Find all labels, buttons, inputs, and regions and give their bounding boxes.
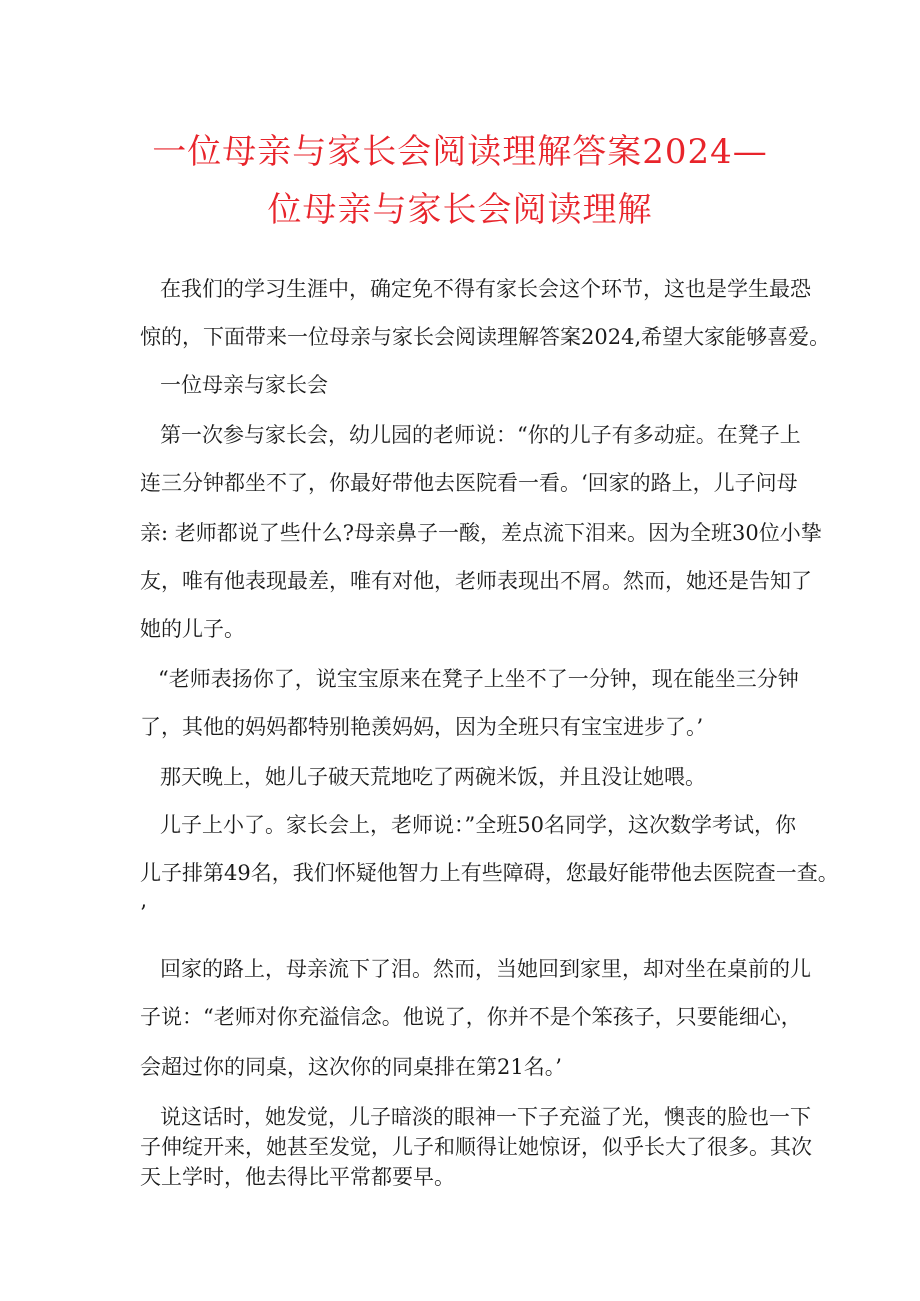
text-line: 她的儿子。 — [140, 617, 245, 641]
text-line: “老师表扬你了，说宝宝原来在凳子上坐不了一分钟，现在能坐三分钟 — [158, 667, 799, 691]
text-line: 第一次参与家长会，幼儿园的老师说：“你的儿子有多动症。在凳子上 — [160, 423, 801, 447]
text-line: ’ — [140, 901, 147, 925]
document-title-line-2: 位母亲与家长会阅读理解 — [267, 190, 653, 230]
text-line: 说这话时，她发觉，儿子暗淡的眼神一下子充溢了光，懊丧的脸也一下 — [160, 1105, 811, 1129]
text-line: 了，其他的妈妈都特别艳羡妈妈，因为全班只有宝宝进步了。’ — [140, 715, 704, 739]
section-heading: 一位母亲与家长会 — [160, 373, 328, 397]
text-line: 儿子排第49名，我们怀疑他智力上有些障碍，您最好能带他去医院查一查。 — [140, 861, 839, 885]
text-line: 连三分钟都坐不了，你最好带他去医院看一看。‘回家的路上，儿子问母 — [140, 471, 798, 495]
text-line: 惊的，下面带来一位母亲与家长会阅读理解答案2024,希望大家能够喜爱。 — [140, 325, 831, 349]
text-line: 会超过你的同桌，这次你的同桌排在第21名。’ — [140, 1055, 562, 1079]
text-line: 友，唯有他表现最差，唯有对他，老师表现出不屑。然而，她还是告知了 — [140, 569, 812, 593]
text-line: 亲: 老师都说了些什么?母亲鼻子一酸，差点流下泪来。因为全班30位小挚 — [140, 521, 822, 545]
text-line: 子说：“老师对你充溢信念。他说了，你并不是个笨孩子，只要能细心， — [140, 1005, 802, 1029]
text-line: 那天晚上，她儿子破天荒地吃了两碗米饭，并且没让她喂。 — [160, 765, 706, 789]
document-title-line-1: 一位母亲与家长会阅读理解答案2024— — [152, 132, 768, 172]
text-line: 天上学时，他去得比平常都要早。 — [140, 1165, 455, 1189]
text-line: 子伸绽开来，她甚至发觉，儿子和顺得让她惊讶，似乎长大了很多。其次 — [140, 1135, 812, 1159]
text-line: 儿子上小了。家长会上，老师说：”全班50名同学，这次数学考试，你 — [160, 813, 796, 837]
text-line: 回家的路上，母亲流下了泪。然而，当她回到家里，却对坐在桌前的儿 — [160, 957, 811, 981]
text-line: 在我们的学习生涯中，确定免不得有家长会这个环节，这也是学生最恐 — [160, 277, 811, 301]
